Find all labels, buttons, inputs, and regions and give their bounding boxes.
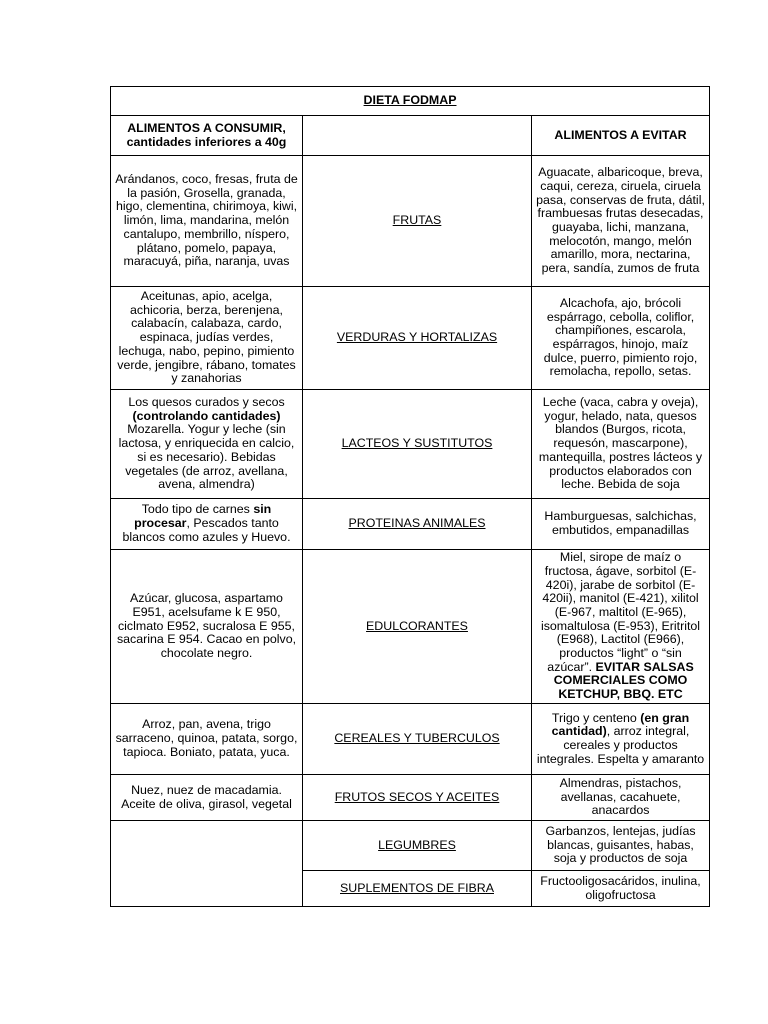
fodmap-diet-table	[110, 86, 710, 907]
table-row	[111, 704, 710, 775]
title-row	[111, 87, 710, 116]
avoid-cell	[532, 550, 710, 704]
consume-cell	[111, 390, 303, 499]
category-cell: LEGUMBRES	[303, 821, 532, 871]
header-middle	[303, 116, 532, 156]
table-row	[111, 821, 710, 871]
avoid-text: Miel, sirope de maíz o fructosa, ágave, sorbitol (E-420i), jarabe de sorbitol (E-420ii), manitol (E-421), xilitol (E-967, maltitol (E-965), isomaltulosa (E-953), Eritritol (E968), Lactitol (E966), productos “light” o “sin azúcar”.	[540, 550, 701, 674]
consume-cell: Azúcar, glucosa, aspartamo E951, acelsufame k E 950, ciclmato E952, sucralosa E 955, sacarina E 954. Cacao en polvo, chocolate negro.	[111, 550, 303, 704]
category-cell: FRUTOS SECOS Y ACEITES	[303, 775, 532, 821]
category-cell: CEREALES Y TUBERCULOS	[303, 704, 532, 775]
avoid-text: Trigo y centeno	[551, 710, 637, 725]
table-row	[111, 287, 710, 390]
consume-cell: Nuez, nuez de macadamia. Aceite de oliva, girasol, vegetal	[111, 775, 303, 821]
table-row	[111, 390, 710, 499]
avoid-cell	[532, 704, 710, 775]
avoid-cell: Aguacate, albaricoque, breva, caqui, cereza, ciruela, ciruela pasa, conservas de fruta, dátil, frambuesas frutas desecadas, guayaba, lichi, manzana, melocotón, mango, melón amarillo, mora, nectarina, pera, sandía, zumos de fruta	[532, 156, 710, 287]
consume-text: Mozarella. Yogur y leche (sin lactosa, y enriquecida en calcio, si es necesario). Bebidas vegetales (de arroz, avellana, avena, almendra)	[118, 422, 295, 492]
header-avoid: ALIMENTOS A EVITAR	[532, 116, 710, 156]
table-row	[111, 775, 710, 821]
avoid-cell: Hamburguesas, salchichas, embutidos, empanadillas	[532, 499, 710, 550]
consume-cell: Arroz, pan, avena, trigo sarraceno, quinoa, patata, sorgo, tapioca. Boniato, patata, yuca.	[111, 704, 303, 775]
table-row	[111, 156, 710, 287]
category-cell: FRUTAS	[303, 156, 532, 287]
category-cell: SUPLEMENTOS DE FIBRA	[303, 871, 532, 907]
header-consume: ALIMENTOS A CONSUMIR, cantidades inferiores a 40g	[111, 116, 303, 156]
consume-text: , Pescados tanto blancos como azules y Huevo.	[122, 516, 291, 544]
consume-cell: Arándanos, coco, fresas, fruta de la pasión, Grosella, granada, higo, clementina, chirimoya, kiwi, limón, lima, mandarina, melón cantalupo, membrillo, níspero, plátano, pomelo, papaya, maracuyá, piña, naranja, uvas	[111, 156, 303, 287]
avoid-emphasis: (en gran cantidad)	[551, 710, 690, 739]
table-row	[111, 499, 710, 550]
header-row	[111, 116, 710, 156]
consume-cell	[111, 821, 303, 907]
avoid-emphasis: EVITAR SALSAS COMERCIALES COMO KETCHUP, BBQ. ETC	[553, 659, 694, 702]
avoid-text: , arroz integral, cereales y productos integrales. Espelta y amaranto	[536, 724, 705, 766]
table-title: DIETA FODMAP	[111, 87, 710, 116]
category-cell: VERDURAS Y HORTALIZAS	[303, 287, 532, 390]
consume-emphasis: sin procesar	[134, 502, 272, 531]
avoid-cell: Garbanzos, lentejas, judías blancas, guisantes, habas, soja y productos de soja	[532, 821, 710, 871]
consume-emphasis: (controlando cantidades)	[132, 408, 281, 423]
consume-cell: Aceitunas, apio, acelga, achicoria, berza, berenjena, calabacín, calabaza, cardo, espinaca, judías verdes, lechuga, nabo, pepino, pimiento verde, jengibre, rábano, tomates y zanahorias	[111, 287, 303, 390]
category-cell: LACTEOS Y SUSTITUTOS	[303, 390, 532, 499]
avoid-cell: Almendras, pistachos, avellanas, cacahuete, anacardos	[532, 775, 710, 821]
consume-cell	[111, 499, 303, 550]
category-cell: EDULCORANTES	[303, 550, 532, 704]
consume-text: Todo tipo de carnes	[141, 502, 250, 517]
table-row	[111, 550, 710, 704]
avoid-cell: Fructooligosacáridos, inulina, oligofructosa	[532, 871, 710, 907]
category-cell: PROTEINAS ANIMALES	[303, 499, 532, 550]
consume-text: Los quesos curados y secos	[128, 395, 285, 410]
avoid-cell: Leche (vaca, cabra y oveja), yogur, helado, nata, quesos blandos (Burgos, ricota, requesón, mascarpone), mantequilla, postres lácteos y productos elaborados con leche. Bebida de soja	[532, 390, 710, 499]
avoid-cell: Alcachofa, ajo, brócoli espárrago, cebolla, coliflor, champiñones, escarola, espárragos, hinojo, maíz dulce, puerro, pimiento rojo, remolacha, repollo, setas.	[532, 287, 710, 390]
